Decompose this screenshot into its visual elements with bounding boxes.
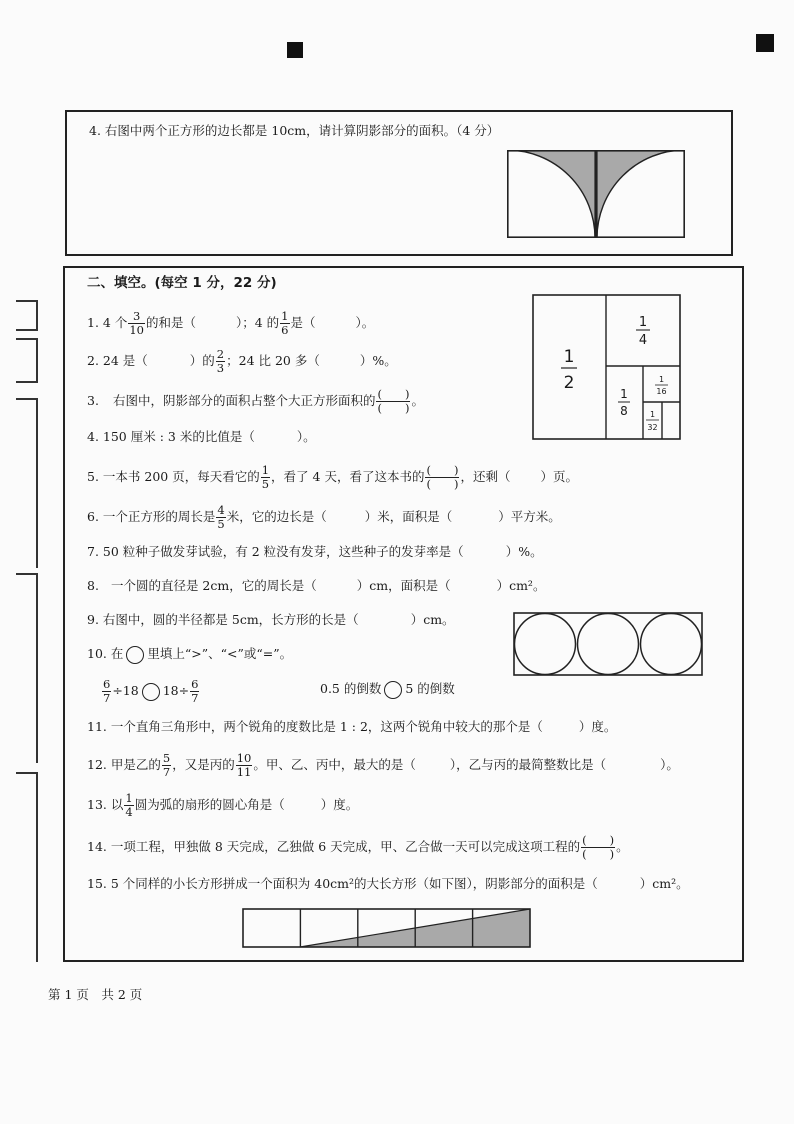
question-9: 9. 右图中，圆的半径都是 5cm，长方形的长是（ ）cm。 [87, 612, 455, 627]
question-15: 15. 5 个同样的小长方形拼成一个面积为 40cm²的大长方形（如下图），阴影部分的面积是（ ）cm²。 [87, 876, 689, 891]
fraction: $\frac{2}{3}$ [216, 347, 225, 375]
binding-mark [36, 573, 38, 763]
label-eighth [618, 387, 630, 418]
binding-mark [36, 772, 38, 962]
svg-text:1: 1 [638, 315, 648, 330]
compare-circle[interactable] [142, 683, 160, 701]
binding-mark [16, 398, 38, 400]
svg-text:16: 16 [656, 387, 667, 396]
compare-circle[interactable] [384, 681, 402, 699]
svg-text:1: 1 [620, 387, 628, 401]
svg-text:1: 1 [563, 347, 575, 367]
question-5: 5. 一本书 200 页，每天看它的 $\frac{1}{5}$ ，看了 4 天，看了这本书的 $\frac{( )}{( )}$ ，还剩（ ）页。 [87, 463, 578, 491]
question-10-items: $\frac{6}{7}$ ÷18 18÷ $\frac{6}{7}$ [103, 677, 199, 705]
five-rectangles-figure [242, 908, 532, 948]
binding-mark [16, 338, 38, 340]
question-10: 10. 在 里填上“>”、“<”或“=”。 [87, 645, 292, 664]
label-quarter [636, 315, 650, 348]
question-4-text: 4. 右图中两个正方形的边长都是 10cm，请计算阴影部分的面积。（4 分） [89, 123, 500, 138]
section-2-box [63, 266, 744, 962]
fraction: $\frac{10}{11}$ [236, 751, 252, 779]
question-6: 6. 一个正方形的周长是 $\frac{4}{5}$ 米，它的边长是（ ）米，面积是（ ）平方米。 [87, 503, 561, 531]
question-7: 7. 50 粒种子做发芽试验，有 2 粒没有发芽，这些种子的发芽率是（ ）%。 [87, 544, 543, 559]
question-11: 11. 一个直角三角形中，两个锐角的度数比是 1 : 2，这两个锐角中较大的那个是（ ）度。 [87, 719, 617, 734]
svg-text:4: 4 [638, 333, 648, 348]
registration-mark [287, 42, 303, 58]
question-8: 8. 一个圆的直径是 2cm，它的周长是（ ）cm，面积是（ ）cm²。 [87, 578, 546, 593]
fraction: $\frac{1}{6}$ [281, 309, 289, 337]
label-thirtysecond [646, 410, 659, 432]
svg-text:1: 1 [649, 410, 656, 419]
answer-fraction: $\frac{( )}{( )}$ [377, 387, 410, 415]
question-14: 14. 一项工程，甲独做 8 天完成，乙独做 6 天完成，甲、乙合做一天可以完成这项工程的 $\frac{( )}{( )}$ 。 [87, 833, 629, 861]
svg-text:8: 8 [620, 404, 628, 418]
fraction: $\frac{1}{5}$ [261, 463, 270, 491]
section-2-header: 二、填空。(每空 1 分，22 分) [87, 275, 277, 291]
registration-mark [756, 34, 774, 52]
fraction: $\frac{1}{4}$ [125, 791, 133, 819]
binding-mark [16, 329, 38, 331]
fraction: $\frac{6}{7}$ [103, 677, 111, 705]
svg-text:32: 32 [647, 423, 658, 432]
shaded-region-left [507, 150, 595, 238]
question-3: 3. 右图中，阴影部分的面积占整个大正方形面积的 $\frac{( )}{( )}$ 。 [87, 387, 424, 415]
answer-fraction: $\frac{( )}{( )}$ [582, 833, 615, 861]
fraction: $\frac{3}{10}$ [129, 309, 144, 337]
fraction: $\frac{4}{5}$ [217, 503, 225, 531]
three-circles-figure [513, 612, 703, 676]
question-13: 13. 以 $\frac{1}{4}$ 圆为弧的扇形的圆心角是（ ）度。 [87, 791, 359, 819]
question-4-ratio: 4. 150 厘米 : 3 米的比值是（ ）。 [87, 429, 316, 444]
question-12: 12. 甲是乙的 $\frac{5}{7}$ ，又是丙的 $\frac{10}{11}$ 。甲、乙、丙中，最大的是（ ），乙与丙的最简整数比是（ ）。 [87, 751, 679, 779]
binding-mark [16, 381, 38, 383]
svg-text:2: 2 [563, 373, 575, 393]
page-footer: 第 1 页 共 2 页 [48, 987, 143, 1002]
binding-mark [16, 573, 38, 575]
shaded-region-right [597, 150, 685, 238]
fraction-square-figure [532, 294, 681, 440]
question-2: 2. 24 是（ ）的 $\frac{2}{3}$ ；24 比 20 多（ ）%。 [87, 347, 397, 375]
label-half [561, 347, 577, 393]
binding-mark [16, 772, 38, 774]
label-sixteenth [655, 375, 668, 396]
svg-text:1: 1 [658, 375, 665, 384]
fraction: $\frac{5}{7}$ [162, 751, 171, 779]
question-4-box [65, 110, 733, 256]
binding-mark [16, 300, 38, 302]
question-10-items-2: 0.5 的倒数 5 的倒数 [320, 680, 455, 699]
compare-circle[interactable] [126, 646, 144, 664]
two-squares-figure [507, 150, 685, 238]
question-1: 1. 4 个 $\frac{3}{10}$ 的和是（ ）；4 的 $\frac{1}{6}$ 是（ ）。 [87, 309, 375, 337]
binding-mark [36, 338, 38, 382]
fraction: $\frac{6}{7}$ [191, 677, 199, 705]
binding-mark [36, 300, 38, 330]
binding-mark [36, 398, 38, 568]
answer-fraction: $\frac{( )}{( )}$ [426, 463, 459, 491]
